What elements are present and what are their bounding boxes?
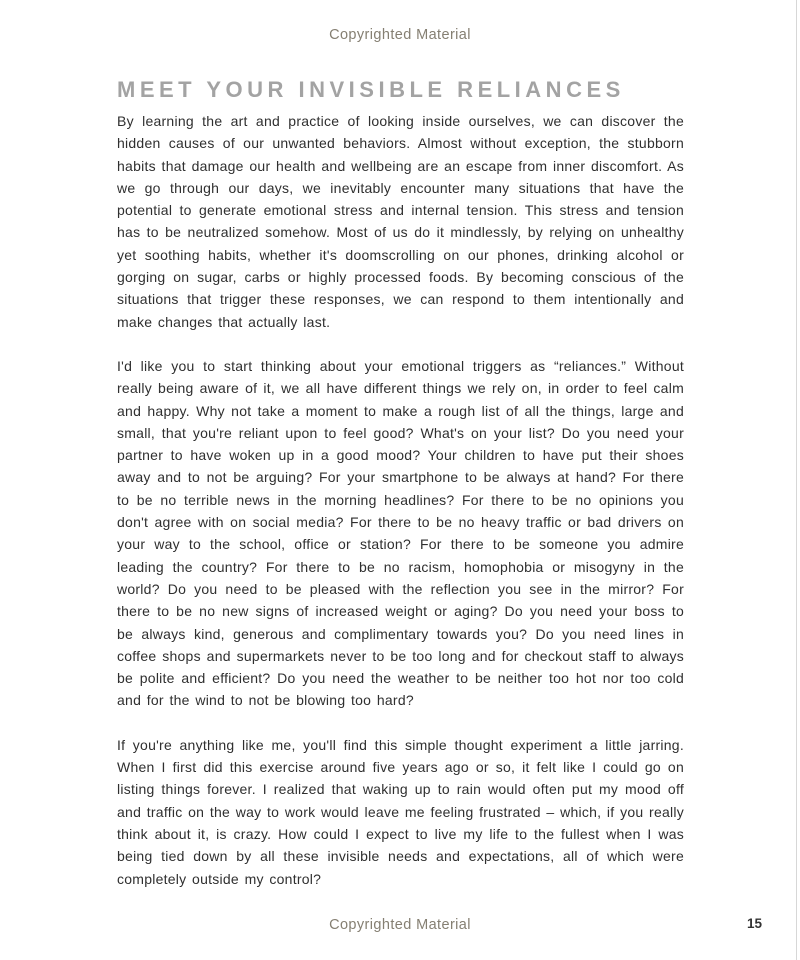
copyright-notice-bottom: Copyrighted Material: [329, 917, 471, 933]
page-edge-line: [796, 0, 797, 960]
paragraph-2: I'd like you to start thinking about your emotional triggers as “reliances.” Without really being aware of it, we all have different things we rely on, in order to feel calm and happy. Why not take a moment to make a rough list of all the things, large and small, that you're reliant upon to feel good? What's on your list? Do you need your partner to have woken up in a good mood? Your children to have put their shoes away and to not be arguing? For your smartphone to be always at hand? For there to be no terrible news in the morning headlines? For there to be no opinions you don't agree with on social media? For there to be no heavy traffic or bad drivers on your way to the school, office or station? For there to be someone you admire leading the country? For there to be no racism, homophobia or misogyny in the world? Do you need to be pleased with the reflection you see in the mirror? For there to be no new signs of increased weight or aging? Do you need your boss to be always kind, generous and complimentary towards you? Do you need lines in coffee shops and supermarkets never to be too long and for checkout staff to always be polite and efficient? Do you need the weather to be neither too hot nor too cold and for the wind to not be blowing too hard?: [117, 357, 684, 709]
copyright-notice-top: Copyrighted Material: [329, 27, 471, 43]
body-text: [117, 110, 684, 912]
paragraph-3: If you're anything like me, you'll find this simple thought experiment a little jarring. When I first did this exercise around five years ago or so, it felt like I could go on listing things forever. I realized that waking up to rain would often put my mood off and traffic on the way to work would leave me feeling frustrated – which, if you really think about it, is crazy. How could I expect to live my life to the fullest when I was being tied down by all these invisible needs and expectations, all of which were completely outside my control?: [117, 736, 684, 887]
page-number: 15: [746, 916, 762, 931]
paragraph-1: By learning the art and practice of looking inside ourselves, we can discover the hidden causes of our unwanted behaviors. Almost without exception, the stubborn habits that damage our health and wellbeing are an escape from inner discomfort. As we go through our days, we inevitably encounter many situations that have the potential to generate emotional stress and internal tension. This stress and tension has to be neutralized somehow. Most of us do it mindlessly, by relying on unhealthy yet soothing habits, whether it's doomscrolling on our phones, drinking alcohol or gorging on sugar, carbs or highly processed foods. By becoming conscious of the situations that trigger these responses, we can respond to them intentionally and make changes that actually last.: [117, 113, 684, 330]
chapter-heading: MEET YOUR INVISIBLE RELIANCES: [117, 76, 625, 102]
